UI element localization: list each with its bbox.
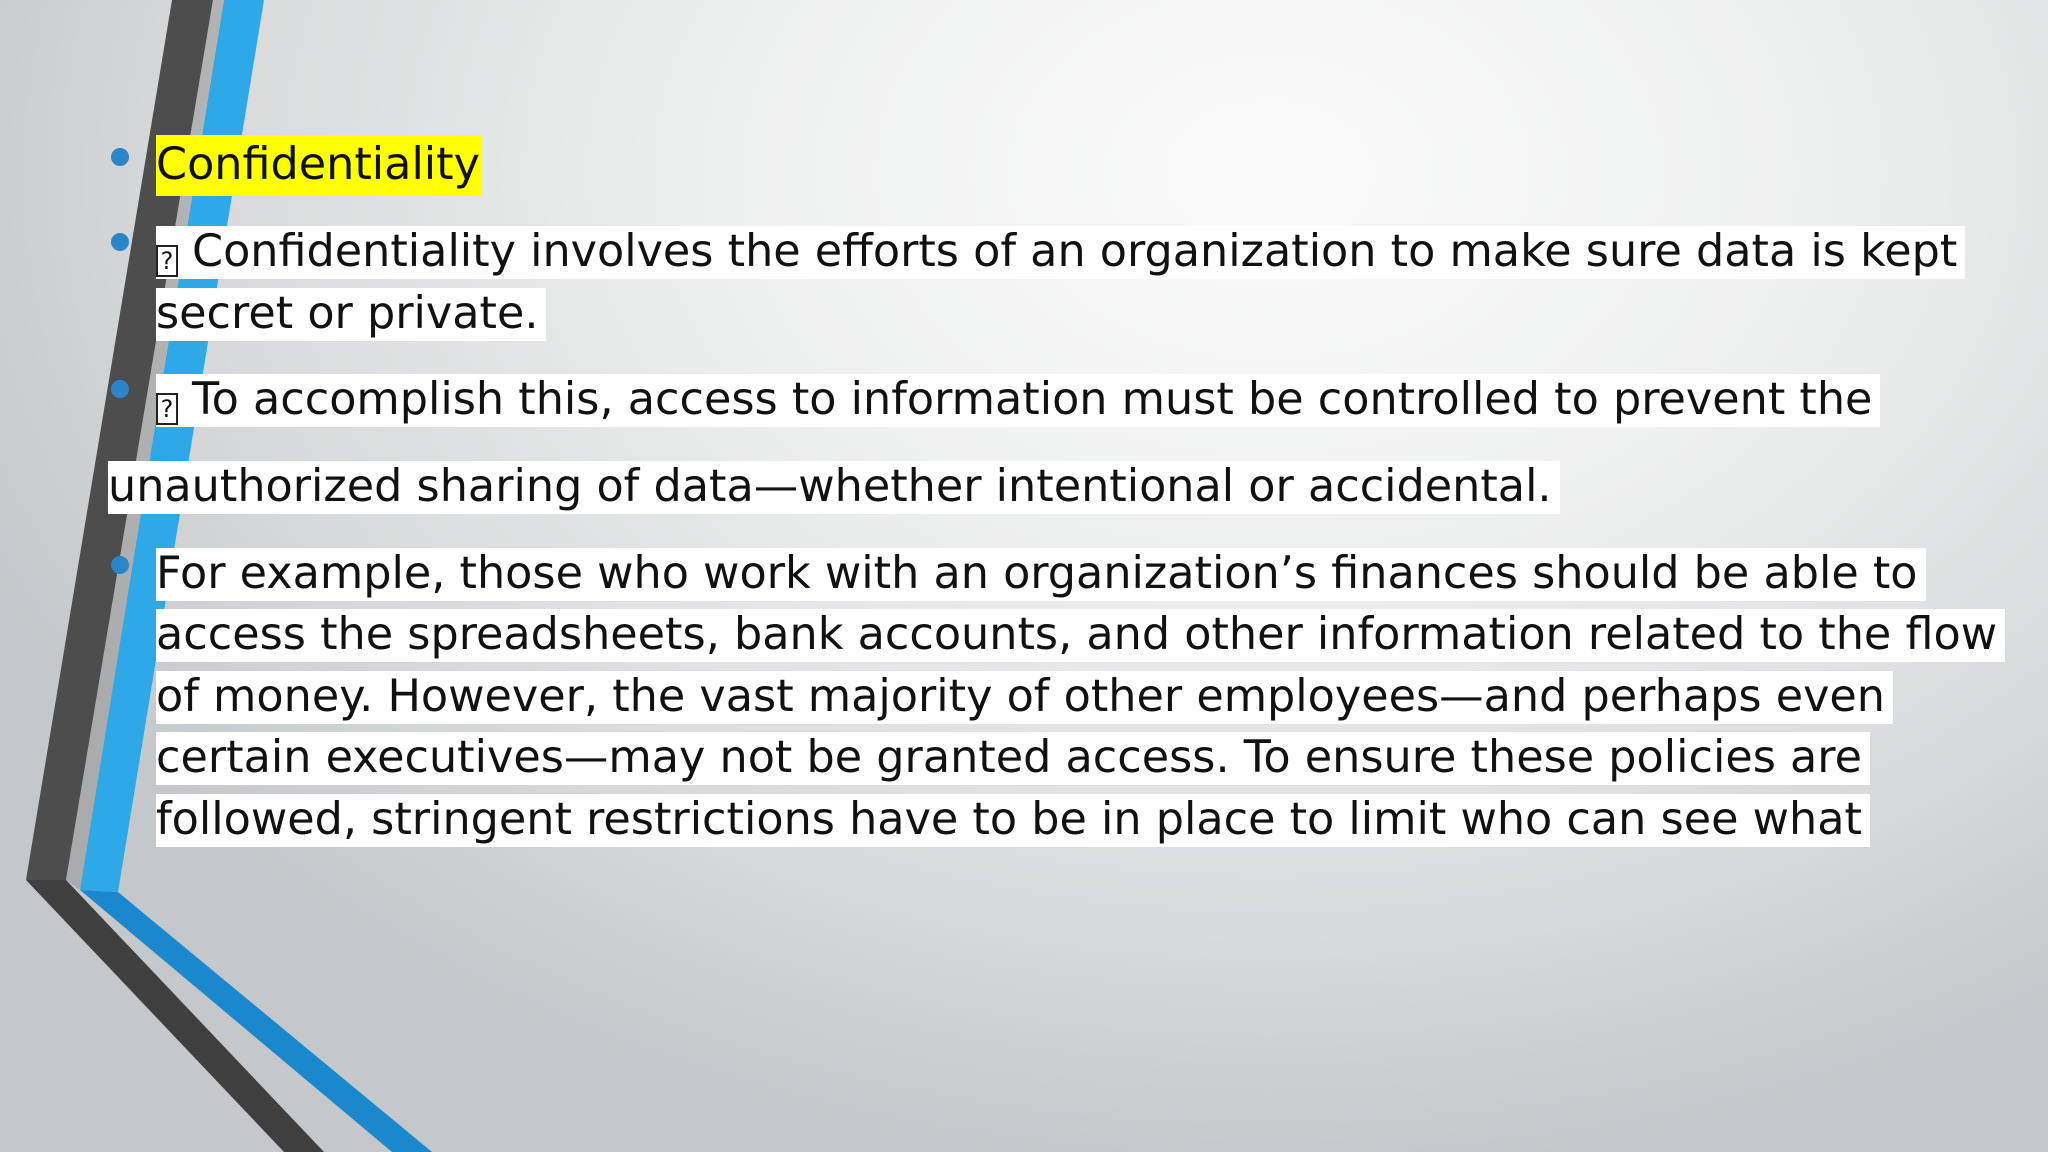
list-item [156,371,1880,429]
paragraph-text: of money. However, the vast majority of other employees—and perhaps even [156,671,1893,724]
paragraph-text: followed, stringent restrictions have to be in place to limit who can see what [156,794,1870,847]
paragraph-text: access the spreadsheets, bank accounts, and other information related to the flow [156,609,2005,662]
bullet-dot [111,556,129,574]
list-item-continuation [108,458,1560,516]
bullet-dot [111,148,129,166]
list-item-continuation [156,791,1870,849]
list-item-continuation [156,285,546,343]
list-item [156,545,1926,603]
paragraph-text: To accomplish this, access to information must be controlled to prevent the [192,374,1873,425]
list-item-continuation [156,729,1870,787]
missing-glyph-icon: ? [156,393,178,425]
paragraph-text: unauthorized sharing of data—whether intentional or accidental. [108,461,1560,514]
list-item [156,136,482,194]
highlighted-heading: Confidentiality [156,135,482,196]
bullet-dot [111,233,129,251]
paragraph-text: For example, those who work with an organization’s finances should be able to [156,548,1926,601]
paragraph-text: certain executives—may not be granted access. To ensure these policies are [156,732,1870,785]
list-item-continuation [156,668,1893,726]
paragraph-text: Confidentiality involves the efforts of an organization to make sure data is kept [192,226,1958,277]
missing-glyph-icon: ? [156,245,178,277]
list-item [156,223,1965,281]
bullet-dot [111,380,129,398]
list-item-continuation [156,606,2005,664]
paragraph-text: secret or private. [156,288,546,341]
